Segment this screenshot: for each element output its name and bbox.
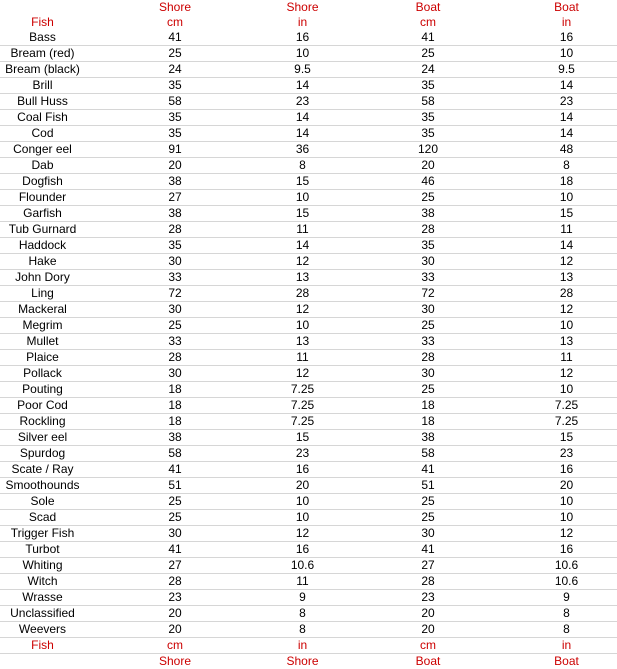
size-cell: 10.6 xyxy=(516,558,617,574)
header-cell: Boat xyxy=(340,0,516,15)
header-cell: Fish xyxy=(0,15,85,30)
table-row xyxy=(0,190,617,206)
size-cell: 13 xyxy=(265,270,340,286)
size-cell: 28 xyxy=(85,574,265,590)
size-cell: 15 xyxy=(516,206,617,222)
size-cell: 11 xyxy=(516,350,617,366)
footer-cell: Fish xyxy=(0,638,85,654)
size-cell: 23 xyxy=(265,446,340,462)
size-cell: 8 xyxy=(516,158,617,174)
size-cell: 30 xyxy=(85,302,265,318)
footer-cell: Shore xyxy=(265,654,340,669)
size-cell: 10.6 xyxy=(265,558,340,574)
size-cell: 25 xyxy=(340,382,516,398)
fish-name-cell: Turbot xyxy=(0,542,85,558)
fish-name-cell: Coal Fish xyxy=(0,110,85,126)
size-cell: 16 xyxy=(265,542,340,558)
fish-name-cell: Dab xyxy=(0,158,85,174)
size-cell: 13 xyxy=(516,334,617,350)
header-cell xyxy=(0,0,85,15)
size-cell: 120 xyxy=(340,142,516,158)
table-row xyxy=(0,46,617,62)
size-cell: 36 xyxy=(265,142,340,158)
size-cell: 8 xyxy=(516,622,617,638)
table-row xyxy=(0,606,617,622)
size-cell: 58 xyxy=(85,446,265,462)
size-cell: 23 xyxy=(340,590,516,606)
fish-name-cell: Bream (red) xyxy=(0,46,85,62)
fish-name-cell: Plaice xyxy=(0,350,85,366)
table-row xyxy=(0,494,617,510)
fish-name-cell: Sole xyxy=(0,494,85,510)
size-cell: 51 xyxy=(85,478,265,494)
size-cell: 11 xyxy=(265,350,340,366)
fish-name-cell: Mackeral xyxy=(0,302,85,318)
size-cell: 28 xyxy=(85,222,265,238)
table-row xyxy=(0,62,617,78)
size-cell: 25 xyxy=(340,510,516,526)
size-cell: 35 xyxy=(85,126,265,142)
size-cell: 72 xyxy=(85,286,265,302)
size-cell: 18 xyxy=(85,398,265,414)
header-row-units xyxy=(0,15,617,30)
size-cell: 35 xyxy=(340,238,516,254)
size-cell: 33 xyxy=(340,334,516,350)
size-cell: 41 xyxy=(85,542,265,558)
size-cell: 24 xyxy=(340,62,516,78)
size-cell: 11 xyxy=(516,222,617,238)
footer-cell: in xyxy=(265,638,340,654)
size-cell: 14 xyxy=(265,238,340,254)
fish-name-cell: Witch xyxy=(0,574,85,590)
table-row xyxy=(0,478,617,494)
size-cell: 41 xyxy=(340,542,516,558)
size-cell: 12 xyxy=(516,366,617,382)
size-cell: 38 xyxy=(340,206,516,222)
size-cell: 28 xyxy=(340,574,516,590)
size-cell: 10.6 xyxy=(516,574,617,590)
size-cell: 30 xyxy=(85,526,265,542)
size-cell: 46 xyxy=(340,174,516,190)
fish-name-cell: Smoothounds xyxy=(0,478,85,494)
header-cell: in xyxy=(265,15,340,30)
size-cell: 27 xyxy=(85,190,265,206)
fish-name-cell: Mullet xyxy=(0,334,85,350)
size-cell: 16 xyxy=(265,462,340,478)
size-cell: 9.5 xyxy=(265,62,340,78)
header-cell: cm xyxy=(85,15,265,30)
size-cell: 18 xyxy=(85,414,265,430)
size-cell: 20 xyxy=(340,606,516,622)
table-row xyxy=(0,430,617,446)
size-cell: 8 xyxy=(265,158,340,174)
table-row xyxy=(0,222,617,238)
size-cell: 35 xyxy=(340,78,516,94)
size-cell: 10 xyxy=(265,510,340,526)
size-cell: 35 xyxy=(85,110,265,126)
size-cell: 30 xyxy=(85,366,265,382)
table-row xyxy=(0,446,617,462)
table-row xyxy=(0,270,617,286)
fish-name-cell: Brill xyxy=(0,78,85,94)
fish-name-cell: Weevers xyxy=(0,622,85,638)
header-cell: cm xyxy=(340,15,516,30)
table-row xyxy=(0,462,617,478)
table-row xyxy=(0,302,617,318)
table-row xyxy=(0,526,617,542)
header-row-location xyxy=(0,0,617,15)
table-row xyxy=(0,366,617,382)
fish-name-cell: Pouting xyxy=(0,382,85,398)
size-cell: 18 xyxy=(340,414,516,430)
size-cell: 35 xyxy=(340,110,516,126)
size-cell: 28 xyxy=(85,350,265,366)
size-cell: 20 xyxy=(340,158,516,174)
fish-name-cell: John Dory xyxy=(0,270,85,286)
fish-name-cell: Garfish xyxy=(0,206,85,222)
header-cell: Boat xyxy=(516,0,617,15)
size-cell: 16 xyxy=(265,30,340,46)
size-cell: 20 xyxy=(85,158,265,174)
size-cell: 58 xyxy=(340,446,516,462)
size-cell: 38 xyxy=(85,206,265,222)
table-row xyxy=(0,414,617,430)
size-cell: 35 xyxy=(85,78,265,94)
size-cell: 10 xyxy=(516,190,617,206)
size-cell: 7.25 xyxy=(265,414,340,430)
size-cell: 14 xyxy=(516,126,617,142)
size-cell: 16 xyxy=(516,30,617,46)
fish-name-cell: Spurdog xyxy=(0,446,85,462)
size-cell: 8 xyxy=(516,606,617,622)
size-cell: 15 xyxy=(265,430,340,446)
size-cell: 12 xyxy=(265,254,340,270)
size-cell: 12 xyxy=(265,302,340,318)
size-cell: 20 xyxy=(340,622,516,638)
size-cell: 10 xyxy=(516,382,617,398)
size-cell: 38 xyxy=(340,430,516,446)
size-cell: 33 xyxy=(340,270,516,286)
table-row xyxy=(0,126,617,142)
table-row xyxy=(0,318,617,334)
table-row xyxy=(0,382,617,398)
size-cell: 9.5 xyxy=(516,62,617,78)
table-row xyxy=(0,94,617,110)
size-cell: 41 xyxy=(340,462,516,478)
size-cell: 25 xyxy=(85,510,265,526)
fish-name-cell: Hake xyxy=(0,254,85,270)
size-cell: 7.25 xyxy=(265,398,340,414)
size-cell: 48 xyxy=(516,142,617,158)
table-row xyxy=(0,206,617,222)
size-cell: 11 xyxy=(265,222,340,238)
size-cell: 41 xyxy=(85,30,265,46)
size-cell: 25 xyxy=(340,318,516,334)
header-cell: Shore xyxy=(85,0,265,15)
size-cell: 10 xyxy=(265,190,340,206)
table-row xyxy=(0,350,617,366)
size-cell: 58 xyxy=(340,94,516,110)
table-row xyxy=(0,334,617,350)
fish-name-cell: Pollack xyxy=(0,366,85,382)
size-cell: 91 xyxy=(85,142,265,158)
size-cell: 28 xyxy=(340,350,516,366)
size-cell: 15 xyxy=(516,430,617,446)
table-row xyxy=(0,78,617,94)
size-cell: 25 xyxy=(85,46,265,62)
size-cell: 16 xyxy=(516,542,617,558)
fish-name-cell: Bull Huss xyxy=(0,94,85,110)
fish-name-cell: Rockling xyxy=(0,414,85,430)
table-row xyxy=(0,30,617,46)
size-cell: 12 xyxy=(516,526,617,542)
table-row xyxy=(0,398,617,414)
size-cell: 20 xyxy=(85,622,265,638)
size-cell: 33 xyxy=(85,270,265,286)
fish-name-cell: Scad xyxy=(0,510,85,526)
size-cell: 7.25 xyxy=(516,414,617,430)
size-cell: 11 xyxy=(265,574,340,590)
fish-name-cell: Silver eel xyxy=(0,430,85,446)
size-cell: 18 xyxy=(340,398,516,414)
size-cell: 20 xyxy=(85,606,265,622)
size-cell: 9 xyxy=(265,590,340,606)
fish-name-cell: Bream (black) xyxy=(0,62,85,78)
size-cell: 38 xyxy=(85,430,265,446)
footer-cell: cm xyxy=(340,638,516,654)
size-cell: 8 xyxy=(265,622,340,638)
size-cell: 10 xyxy=(516,318,617,334)
size-cell: 23 xyxy=(516,94,617,110)
size-cell: 41 xyxy=(340,30,516,46)
size-cell: 30 xyxy=(85,254,265,270)
fish-name-cell: Unclassified xyxy=(0,606,85,622)
fish-name-cell: Megrim xyxy=(0,318,85,334)
size-cell: 13 xyxy=(265,334,340,350)
table-row xyxy=(0,174,617,190)
size-cell: 23 xyxy=(516,446,617,462)
size-cell: 28 xyxy=(265,286,340,302)
size-cell: 12 xyxy=(516,302,617,318)
footer-cell: Boat xyxy=(340,654,516,669)
size-cell: 72 xyxy=(340,286,516,302)
footer-row-location xyxy=(0,654,617,669)
size-cell: 25 xyxy=(85,494,265,510)
footer-cell: Boat xyxy=(516,654,617,669)
table-row xyxy=(0,286,617,302)
size-cell: 30 xyxy=(340,302,516,318)
size-cell: 18 xyxy=(516,174,617,190)
fish-name-cell: Conger eel xyxy=(0,142,85,158)
size-cell: 30 xyxy=(340,254,516,270)
fish-name-cell: Cod xyxy=(0,126,85,142)
size-cell: 9 xyxy=(516,590,617,606)
table-row xyxy=(0,622,617,638)
footer-cell: Shore xyxy=(85,654,265,669)
size-cell: 58 xyxy=(85,94,265,110)
size-cell: 7.25 xyxy=(265,382,340,398)
fish-name-cell: Bass xyxy=(0,30,85,46)
table-row xyxy=(0,110,617,126)
size-cell: 10 xyxy=(265,46,340,62)
size-cell: 16 xyxy=(516,462,617,478)
size-cell: 14 xyxy=(516,110,617,126)
size-cell: 8 xyxy=(265,606,340,622)
footer-cell: in xyxy=(516,638,617,654)
table-row xyxy=(0,558,617,574)
size-cell: 14 xyxy=(516,238,617,254)
size-cell: 25 xyxy=(340,46,516,62)
header-cell: Shore xyxy=(265,0,340,15)
size-cell: 28 xyxy=(340,222,516,238)
size-cell: 14 xyxy=(265,126,340,142)
size-cell: 35 xyxy=(85,238,265,254)
size-cell: 12 xyxy=(516,254,617,270)
size-cell: 14 xyxy=(265,110,340,126)
table-row xyxy=(0,254,617,270)
footer-cell: cm xyxy=(85,638,265,654)
fish-name-cell: Ling xyxy=(0,286,85,302)
size-cell: 35 xyxy=(340,126,516,142)
size-cell: 38 xyxy=(85,174,265,190)
fish-name-cell: Haddock xyxy=(0,238,85,254)
size-cell: 10 xyxy=(265,494,340,510)
size-cell: 51 xyxy=(340,478,516,494)
size-cell: 41 xyxy=(85,462,265,478)
fish-name-cell: Whiting xyxy=(0,558,85,574)
fish-name-cell: Flounder xyxy=(0,190,85,206)
size-cell: 30 xyxy=(340,526,516,542)
size-cell: 12 xyxy=(265,526,340,542)
size-cell: 14 xyxy=(265,78,340,94)
table-row xyxy=(0,510,617,526)
size-cell: 25 xyxy=(85,318,265,334)
size-cell: 15 xyxy=(265,174,340,190)
size-cell: 12 xyxy=(265,366,340,382)
size-cell: 25 xyxy=(340,190,516,206)
size-cell: 13 xyxy=(516,270,617,286)
size-cell: 18 xyxy=(85,382,265,398)
size-cell: 23 xyxy=(85,590,265,606)
fish-name-cell: Trigger Fish xyxy=(0,526,85,542)
table-row xyxy=(0,590,617,606)
fish-name-cell: Tub Gurnard xyxy=(0,222,85,238)
size-cell: 28 xyxy=(516,286,617,302)
footer-cell xyxy=(0,654,85,669)
footer-row-units xyxy=(0,638,617,654)
size-cell: 33 xyxy=(85,334,265,350)
size-cell: 30 xyxy=(340,366,516,382)
fish-name-cell: Poor Cod xyxy=(0,398,85,414)
size-cell: 20 xyxy=(516,478,617,494)
size-cell: 10 xyxy=(516,46,617,62)
fish-name-cell: Dogfish xyxy=(0,174,85,190)
size-cell: 10 xyxy=(516,510,617,526)
size-cell: 24 xyxy=(85,62,265,78)
table-row xyxy=(0,158,617,174)
size-cell: 7.25 xyxy=(516,398,617,414)
size-cell: 14 xyxy=(516,78,617,94)
header-cell: in xyxy=(516,15,617,30)
size-cell: 27 xyxy=(85,558,265,574)
fish-name-cell: Wrasse xyxy=(0,590,85,606)
table-row xyxy=(0,574,617,590)
table-row xyxy=(0,542,617,558)
size-cell: 15 xyxy=(265,206,340,222)
table-row xyxy=(0,142,617,158)
size-cell: 10 xyxy=(516,494,617,510)
size-cell: 10 xyxy=(265,318,340,334)
size-cell: 27 xyxy=(340,558,516,574)
size-cell: 25 xyxy=(340,494,516,510)
size-cell: 20 xyxy=(265,478,340,494)
fish-name-cell: Scate / Ray xyxy=(0,462,85,478)
size-cell: 23 xyxy=(265,94,340,110)
table-row xyxy=(0,238,617,254)
